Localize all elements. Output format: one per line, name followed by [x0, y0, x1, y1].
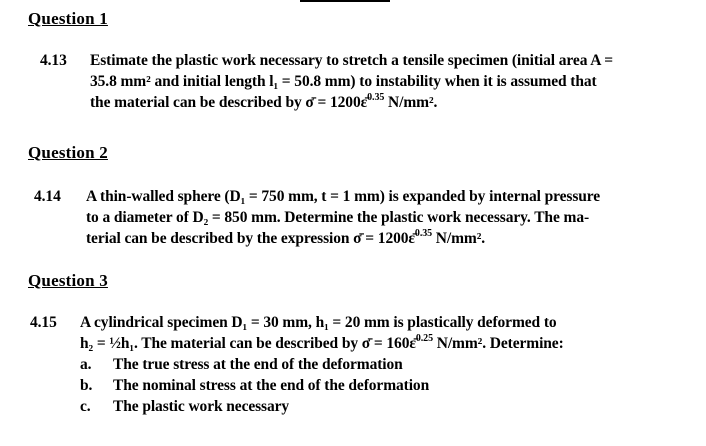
list-item-label: c. — [80, 398, 91, 415]
list-item-label: b. — [80, 377, 93, 394]
question-3-heading: Question 3 — [28, 271, 108, 290]
problem-line: h₂ = ½h₁. The material can be described by σ̄ = 160ε̄$^{0.25}$ N/mm². Determine: — [80, 333, 564, 352]
problem-line: A cylindrical specimen D₁ = 30 mm, h₁ = 20 mm is plastically deformed to — [80, 314, 557, 331]
list-item-text: The nominal stress at the end of the deformation — [113, 377, 430, 394]
problem-number: 4.13 — [40, 52, 67, 69]
list-item — [80, 354, 564, 375]
list-item-text: The plastic work necessary — [113, 398, 290, 415]
problem-number: 4.15 — [30, 314, 57, 331]
question-1-heading: Question 1 — [28, 9, 108, 28]
problem-line: Estimate the plastic work necessary to stretch a tensile specimen (initial area A = — [90, 52, 614, 69]
question-2-heading: Question 2 — [28, 143, 108, 162]
problem-number: 4.14 — [34, 188, 61, 205]
problem-line: 35.8 mm² and initial length l₁ = 50.8 mm) to instability when it is assumed that — [90, 73, 597, 90]
list-item — [80, 396, 564, 417]
list-item-text: The true stress at the end of the deformation — [113, 356, 403, 373]
list-item — [80, 375, 564, 396]
top-rule — [300, 0, 390, 2]
problem-line: A thin-walled sphere (D₁ = 750 mm, t = 1 mm) is expanded by internal pressure — [86, 188, 601, 205]
problem-line: the material can be described by σ̄ = 1200ε̄$^{0.35}$ N/mm². — [90, 92, 438, 111]
problem-line: terial can be described by the expression σ̄ = 1200ε̄$^{0.35}$ N/mm². — [86, 228, 486, 247]
problem-line: to a diameter of D₂ = 850 mm. Determine the plastic work necessary. The ma- — [86, 209, 590, 226]
list-item-label: a. — [80, 356, 92, 373]
